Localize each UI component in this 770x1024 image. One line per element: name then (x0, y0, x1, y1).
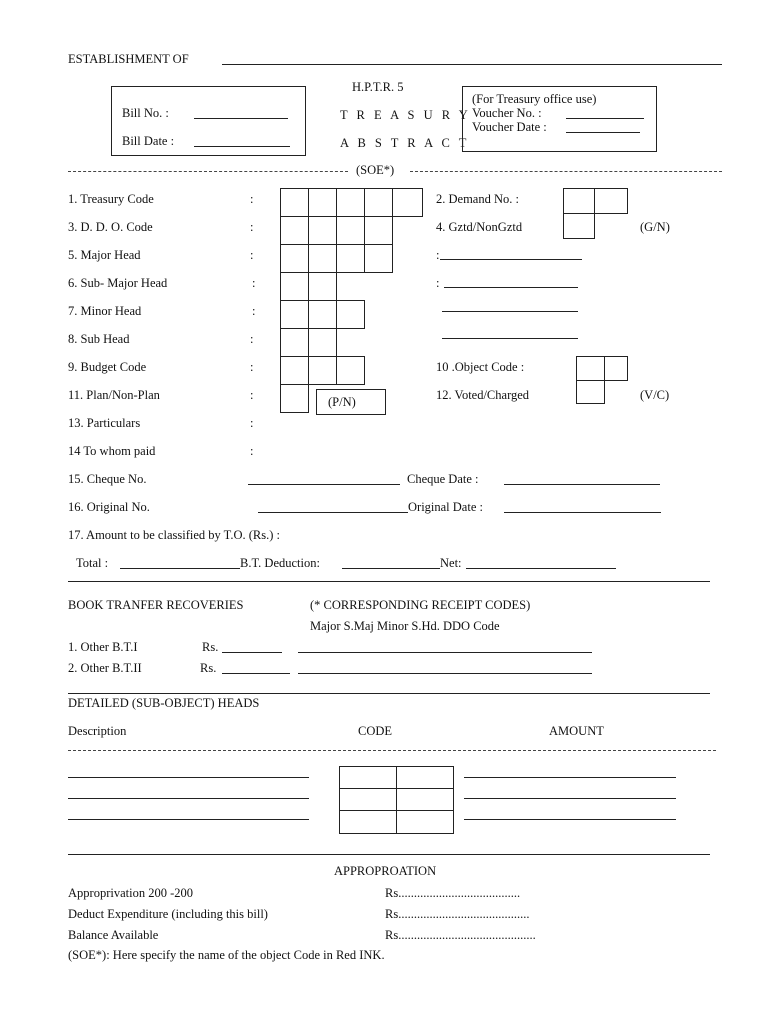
voted-charged-hint: (V/C) (640, 388, 670, 402)
soe-divider-right (410, 171, 722, 172)
form-title-treasury: T R E A S U R Y (340, 108, 471, 122)
colon: : (250, 332, 254, 346)
plan-non-plan-hint: (P/N) (328, 395, 356, 409)
sub-head-cell[interactable] (280, 328, 309, 357)
bill-date-input-line[interactable] (194, 146, 290, 147)
sub-head-cell[interactable] (308, 328, 337, 357)
treasury-code-cell[interactable] (280, 188, 309, 217)
colon: : (252, 304, 256, 318)
section-divider (68, 693, 710, 694)
budget-code-cell[interactable] (308, 356, 337, 385)
budget-code-cell[interactable] (336, 356, 365, 385)
minor-head-cell[interactable] (336, 300, 365, 329)
treasury-code-label: 1. Treasury Code (68, 192, 154, 206)
voucher-no-label: Voucher No. : (472, 106, 542, 120)
establishment-label: ESTABLISHMENT OF (68, 52, 189, 66)
code-cell[interactable] (339, 788, 397, 811)
treasury-use-title: (For Treasury office use) (472, 92, 597, 106)
colon: : (250, 360, 254, 374)
colon: : (436, 276, 440, 290)
other-bt1-amount-line[interactable] (222, 652, 282, 653)
major-head-label: 5. Major Head (68, 248, 141, 262)
major-head-name-line[interactable] (440, 259, 582, 260)
other-bt1-label: 1. Other B.T.I (68, 640, 138, 654)
deduct-expenditure-value[interactable]: Rs.......................................... (385, 907, 530, 921)
description-column-header: Description (68, 724, 127, 738)
major-head-cell[interactable] (280, 244, 309, 273)
ddo-code-cell[interactable] (364, 216, 393, 245)
major-head-cell[interactable] (364, 244, 393, 273)
minor-head-label: 7. Minor Head (68, 304, 142, 318)
budget-code-cell[interactable] (280, 356, 309, 385)
other-bt2-amount-line[interactable] (222, 673, 290, 674)
ddo-code-cell[interactable] (280, 216, 309, 245)
voucher-date-label: Voucher Date : (472, 120, 547, 134)
code-cell[interactable] (396, 810, 454, 834)
recoveries-title: BOOK TRANFER RECOVERIES (68, 598, 244, 612)
code-cell[interactable] (396, 766, 454, 789)
description-line[interactable] (68, 777, 309, 778)
sub-head-name-line[interactable] (442, 338, 578, 339)
object-code-label: 10 .Object Code : (436, 360, 525, 374)
treasury-code-cell[interactable] (364, 188, 393, 217)
amount-classified-label: 17. Amount to be classified by T.O. (Rs.) : (68, 528, 281, 542)
gztd-nongztd-hint: (G/N) (640, 220, 670, 234)
code-cell[interactable] (339, 810, 397, 834)
description-line[interactable] (68, 798, 309, 799)
code-cell[interactable] (396, 788, 454, 811)
cheque-no-label: 15. Cheque No. (68, 472, 147, 486)
balance-available-label: Balance Available (68, 928, 159, 942)
detailed-heads-title: DETAILED (SUB-OBJECT) HEADS (68, 696, 260, 710)
establishment-input-line[interactable] (222, 64, 722, 65)
other-bt2-rs: Rs. (200, 661, 217, 675)
deduct-expenditure-label: Deduct Expenditure (including this bill) (68, 907, 268, 921)
amount-column-header: AMOUNT (549, 724, 604, 738)
soe-divider-label: (SOE*) (356, 163, 395, 177)
demand-no-cell[interactable] (563, 213, 595, 239)
balance-available-value[interactable]: Rs............................................ (385, 928, 536, 942)
plan-non-plan-cell[interactable] (280, 384, 309, 413)
cheque-date-input-line[interactable] (504, 484, 660, 485)
soe-divider-left (68, 171, 348, 172)
total-label: Total : (76, 556, 109, 570)
form-code: H.P.T.R. 5 (352, 80, 404, 94)
section-divider (68, 854, 710, 855)
colon: : (250, 416, 254, 430)
other-bt1-rs: Rs. (202, 640, 219, 654)
soe-footnote: (SOE*): Here specify the name of the object Code in Red INK. (68, 948, 385, 962)
bill-no-input-line[interactable] (194, 118, 288, 119)
original-no-label: 16. Original No. (68, 500, 150, 514)
sub-major-head-label: 6. Sub- Major Head (68, 276, 168, 290)
colon: : (252, 276, 256, 290)
original-date-input-line[interactable] (504, 512, 661, 513)
original-date-label: Original Date : (408, 500, 483, 514)
colon: : (250, 444, 254, 458)
sub-major-head-cell[interactable] (308, 272, 337, 301)
ddo-code-cell[interactable] (308, 216, 337, 245)
minor-head-cell[interactable] (308, 300, 337, 329)
other-bt1-codes-line[interactable] (298, 652, 592, 653)
particulars-label: 13. Particulars (68, 416, 141, 430)
code-column-header: CODE (358, 724, 393, 738)
ddo-code-label: 3. D. D. O. Code (68, 220, 153, 234)
original-no-input-line[interactable] (258, 512, 408, 513)
gztd-nongztd-label: 4. Gztd/NonGztd (436, 220, 523, 234)
appropriation-title: APPROPROATION (334, 864, 437, 878)
colon: : (250, 192, 254, 206)
receipt-codes-title: (* CORRESPONDING RECEIPT CODES) (310, 598, 531, 612)
voucher-date-input-line[interactable] (566, 132, 640, 133)
object-code-cell[interactable] (576, 380, 605, 404)
treasury-code-cell[interactable] (392, 188, 423, 217)
appropriation-value[interactable]: Rs....................................... (385, 886, 521, 900)
bt-deduction-input-line[interactable] (342, 568, 440, 569)
total-input-line[interactable] (120, 568, 240, 569)
minor-head-name-line[interactable] (442, 311, 578, 312)
object-code-cell[interactable] (576, 356, 605, 381)
sub-major-head-cell[interactable] (280, 272, 309, 301)
treasury-code-cell[interactable] (336, 188, 365, 217)
demand-no-cell[interactable] (563, 188, 595, 214)
bill-date-label: Bill Date : (122, 134, 175, 148)
bt-deduction-label: B.T. Deduction: (240, 556, 320, 570)
detailed-heads-divider (68, 750, 716, 751)
minor-head-cell[interactable] (280, 300, 309, 329)
form-title-abstract: A B S T R A C T (340, 136, 470, 150)
cheque-no-input-line[interactable] (248, 484, 400, 485)
other-bt2-codes-line[interactable] (298, 673, 592, 674)
receipt-codes-subtitle: Major S.Maj Minor S.Hd. DDO Code (310, 619, 500, 633)
sub-major-head-name-line[interactable] (444, 287, 578, 288)
treasury-code-cell[interactable] (308, 188, 337, 217)
amount-line[interactable] (464, 819, 676, 820)
code-cell[interactable] (339, 766, 397, 789)
colon: : (250, 220, 254, 234)
major-head-cell[interactable] (308, 244, 337, 273)
to-whom-paid-label: 14 To whom paid (68, 444, 156, 458)
colon: : (250, 388, 254, 402)
voted-charged-label: 12. Voted/Charged (436, 388, 530, 402)
colon: : (250, 248, 254, 262)
bill-no-label: Bill No. : (122, 106, 169, 120)
major-head-cell[interactable] (336, 244, 365, 273)
amount-line[interactable] (464, 798, 676, 799)
ddo-code-cell[interactable] (336, 216, 365, 245)
voucher-no-input-line[interactable] (566, 118, 644, 119)
cheque-date-label: Cheque Date : (407, 472, 479, 486)
description-line[interactable] (68, 819, 309, 820)
colon: : (436, 248, 440, 262)
sub-head-label: 8. Sub Head (68, 332, 130, 346)
amount-line[interactable] (464, 777, 676, 778)
section-divider (68, 581, 710, 582)
appropriation-label: Approprivation 200 -200 (68, 886, 193, 900)
demand-no-label: 2. Demand No. : (436, 192, 519, 206)
object-code-cell[interactable] (604, 356, 628, 381)
other-bt2-label: 2. Other B.T.II (68, 661, 142, 675)
plan-non-plan-label: 11. Plan/Non-Plan (68, 388, 160, 402)
demand-no-cell[interactable] (594, 188, 628, 214)
net-label: Net: (440, 556, 462, 570)
net-input-line[interactable] (466, 568, 616, 569)
budget-code-label: 9. Budget Code (68, 360, 147, 374)
